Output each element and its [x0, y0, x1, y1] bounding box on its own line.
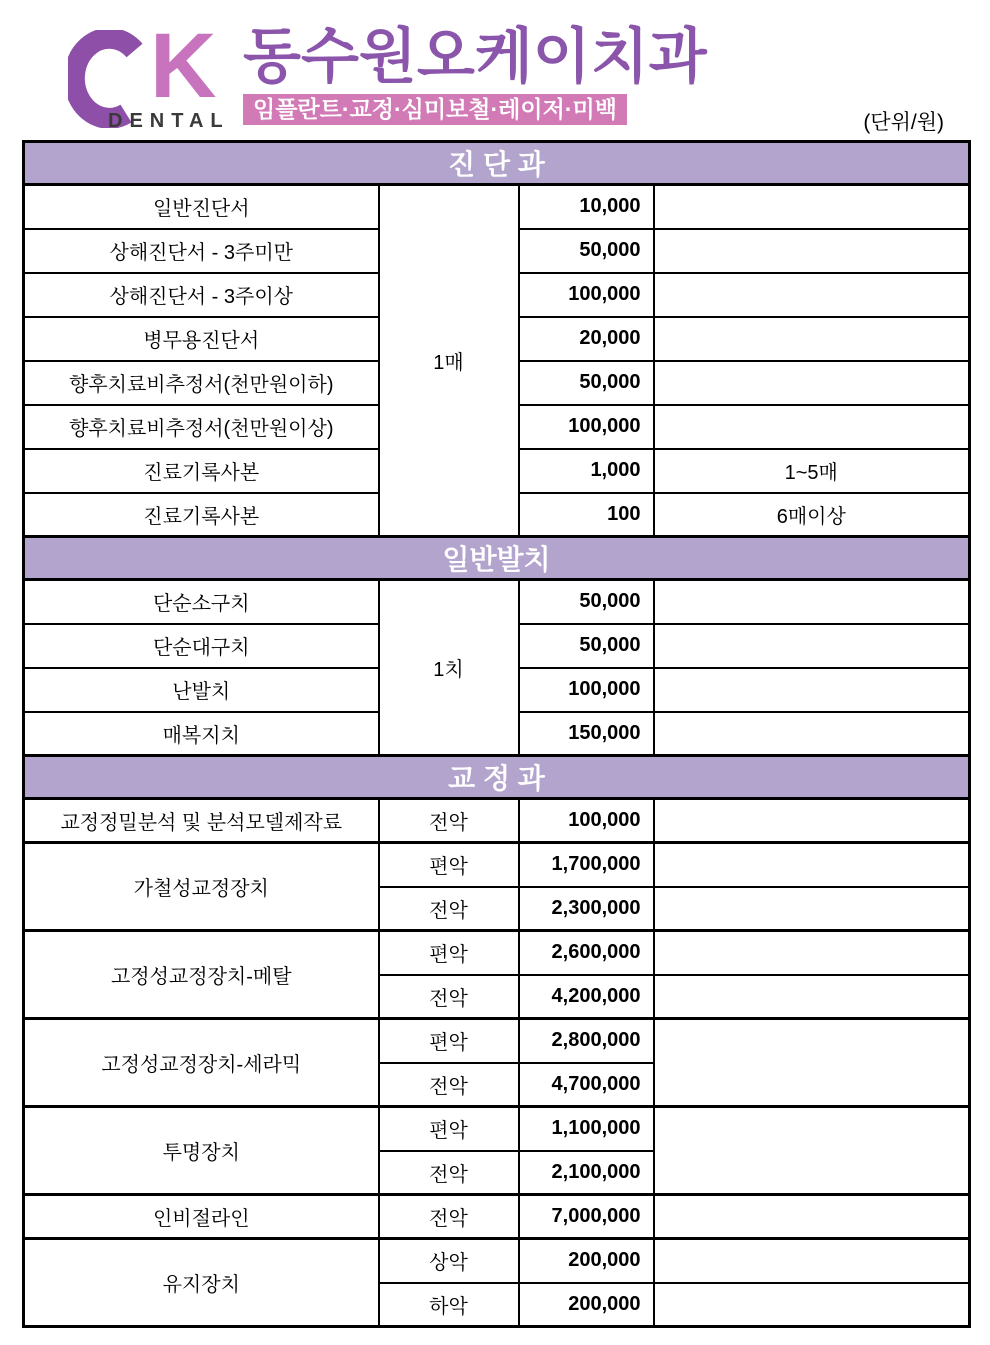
clinic-header: [0, 0, 990, 140]
unit-cell: 하악: [379, 1283, 519, 1327]
item-cell: 유지장치: [24, 1239, 379, 1327]
unit-cell: 전악: [379, 1151, 519, 1195]
note-cell: [654, 799, 970, 843]
price-cell: 20,000: [519, 317, 654, 361]
note-cell: [654, 1195, 970, 1239]
clinic-logo: [68, 15, 243, 136]
price-cell: 10,000: [519, 185, 654, 229]
unit-cell: 전악: [379, 1195, 519, 1239]
item-cell: 매복지치: [24, 712, 379, 756]
price-cell: 2,300,000: [519, 887, 654, 931]
price-cell: 2,600,000: [519, 931, 654, 975]
price-cell: 100: [519, 493, 654, 537]
logo-dental-text: DENTAL: [108, 110, 230, 132]
note-cell: [654, 361, 970, 405]
price-cell: 1,100,000: [519, 1107, 654, 1151]
table-row: [24, 1195, 970, 1239]
section-header-row-extraction: [24, 537, 970, 580]
item-cell: 진료기록사본: [24, 449, 379, 493]
price-cell: 100,000: [519, 799, 654, 843]
currency-unit-note: (단위/원): [863, 111, 944, 134]
price-cell: 200,000: [519, 1283, 654, 1327]
unit-cell: 편악: [379, 931, 519, 975]
note-cell: 1~5매: [654, 449, 970, 493]
logo-k-letter: K: [150, 15, 217, 117]
note-cell: [654, 273, 970, 317]
price-cell: 50,000: [519, 361, 654, 405]
note-cell: [654, 1107, 970, 1195]
item-cell: 병무용진단서: [24, 317, 379, 361]
unit-cell: 편악: [379, 1019, 519, 1063]
item-cell: 향후치료비추정서(천만원이하): [24, 361, 379, 405]
note-cell: [654, 405, 970, 449]
item-cell: 교정정밀분석 및 분석모델제작료: [24, 799, 379, 843]
note-cell: [654, 887, 970, 931]
table-row: [24, 931, 970, 975]
clinic-tagline-banner: 임플란트·교정·심미보철·레이저·미백: [243, 94, 627, 125]
item-cell: 상해진단서 - 3주미만: [24, 229, 379, 273]
item-cell: 일반진단서: [24, 185, 379, 229]
price-cell: 2,800,000: [519, 1019, 654, 1063]
item-cell: 고정성교정장치-세라믹: [24, 1019, 379, 1107]
item-cell: 단순대구치: [24, 624, 379, 668]
table-row: [24, 1239, 970, 1283]
section-title: 진 단 과: [24, 142, 970, 185]
unit-cell: 전악: [379, 1063, 519, 1107]
unit-cell: 1매: [379, 185, 519, 537]
price-cell: 50,000: [519, 580, 654, 624]
price-cell: 150,000: [519, 712, 654, 756]
item-cell: 난발치: [24, 668, 379, 712]
note-cell: [654, 624, 970, 668]
section-title: 일반발치: [24, 537, 970, 580]
table-row: [24, 1107, 970, 1151]
item-cell: 상해진단서 - 3주이상: [24, 273, 379, 317]
unit-cell: 상악: [379, 1239, 519, 1283]
price-cell: 2,100,000: [519, 1151, 654, 1195]
note-cell: [654, 668, 970, 712]
note-cell: [654, 317, 970, 361]
unit-cell: 전악: [379, 887, 519, 931]
unit-cell: 1치: [379, 580, 519, 756]
item-cell: 향후치료비추정서(천만원이상): [24, 405, 379, 449]
section-title: 교 정 과: [24, 756, 970, 799]
note-cell: [654, 185, 970, 229]
section-header-row-diagnosis: [24, 142, 970, 185]
price-cell: 4,200,000: [519, 975, 654, 1019]
price-cell: 7,000,000: [519, 1195, 654, 1239]
table-row: [24, 1019, 970, 1063]
unit-cell: 편악: [379, 1107, 519, 1151]
note-cell: [654, 712, 970, 756]
unit-cell: 편악: [379, 843, 519, 887]
section-header-row-orthodontics: [24, 756, 970, 799]
note-cell: [654, 975, 970, 1019]
price-cell: 200,000: [519, 1239, 654, 1283]
price-cell: 4,700,000: [519, 1063, 654, 1107]
item-cell: 투명장치: [24, 1107, 379, 1195]
note-cell: [654, 931, 970, 975]
note-cell: [654, 1019, 970, 1107]
item-cell: 가철성교정장치: [24, 843, 379, 931]
note-cell: 6매이상: [654, 493, 970, 537]
price-table: [22, 140, 971, 1328]
note-cell: [654, 843, 970, 887]
note-cell: [654, 1239, 970, 1283]
price-cell: 50,000: [519, 229, 654, 273]
item-cell: 진료기록사본: [24, 493, 379, 537]
item-cell: 단순소구치: [24, 580, 379, 624]
table-row: [24, 843, 970, 887]
clinic-title-block: [243, 24, 723, 125]
table-row: [24, 799, 970, 843]
clinic-name: 동수원오케이치과: [243, 23, 707, 90]
price-cell: 100,000: [519, 273, 654, 317]
note-cell: [654, 1283, 970, 1327]
price-cell: 1,700,000: [519, 843, 654, 887]
unit-cell: 전악: [379, 799, 519, 843]
note-cell: [654, 580, 970, 624]
table-row: [24, 580, 970, 624]
note-cell: [654, 229, 970, 273]
item-cell: 고정성교정장치-메탈: [24, 931, 379, 1019]
item-cell: 인비절라인: [24, 1195, 379, 1239]
unit-cell: 전악: [379, 975, 519, 1019]
price-cell: 1,000: [519, 449, 654, 493]
price-cell: 100,000: [519, 668, 654, 712]
price-cell: 100,000: [519, 405, 654, 449]
price-cell: 50,000: [519, 624, 654, 668]
table-row: [24, 185, 970, 229]
